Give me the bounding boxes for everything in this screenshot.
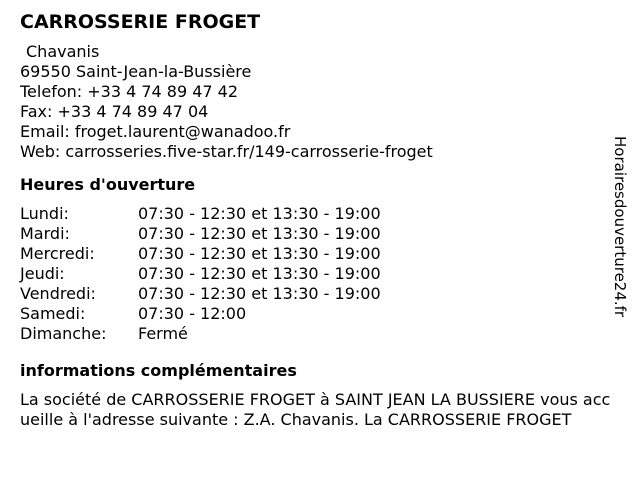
- hours-row-jeudi: [20, 264, 620, 284]
- hours-row-dimanche: [20, 324, 620, 344]
- hours-heading: Heures d'ouverture: [20, 175, 196, 194]
- hours-time: 07:30 - 12:00: [138, 304, 247, 323]
- contact-block: [20, 42, 620, 162]
- hours-day: Vendredi:: [20, 284, 96, 303]
- business-name: CARROSSERIE FROGET: [20, 11, 261, 33]
- email-line: Email: froget.laurent@wanadoo.fr: [20, 122, 291, 141]
- hours-day: Mercredi:: [20, 244, 95, 263]
- hours-row-mercredi: [20, 244, 620, 264]
- hours-row-vendredi: [20, 284, 620, 304]
- hours-row-samedi: [20, 304, 620, 324]
- info-heading: informations complémentaires: [20, 361, 297, 380]
- hours-day: Mardi:: [20, 224, 70, 243]
- fax-line: Fax: +33 4 74 89 47 04: [20, 102, 209, 121]
- hours-row-lundi: [20, 204, 620, 224]
- site-watermark: Horairesdouverture24.fr: [611, 136, 629, 318]
- info-text: La société de CARROSSERIE FROGET à SAINT JEAN LA BUSSIERE vous accueille à l'adresse suivante : Z.A. Chavanis. La CARROSSERIE FROGET: [20, 390, 611, 429]
- hours-time: 07:30 - 12:30 et 13:30 - 19:00: [138, 224, 381, 243]
- hours-time: Fermé: [138, 324, 188, 343]
- business-card: [20, 8, 620, 430]
- hours-table: [20, 204, 620, 344]
- hours-day: Dimanche:: [20, 324, 107, 343]
- hours-time: 07:30 - 12:30 et 13:30 - 19:00: [138, 264, 381, 283]
- hours-day: Lundi:: [20, 204, 69, 223]
- phone-line: Telefon: +33 4 74 89 47 42: [20, 82, 239, 101]
- address-city: 69550 Saint-Jean-la-Bussière: [20, 62, 252, 81]
- web-line: Web: carrosseries.five-star.fr/149-carrosserie-froget: [20, 142, 433, 161]
- hours-day: Samedi:: [20, 304, 86, 323]
- hours-time: 07:30 - 12:30 et 13:30 - 19:00: [138, 284, 381, 303]
- address-street: Chavanis: [26, 42, 100, 61]
- hours-time: 07:30 - 12:30 et 13:30 - 19:00: [138, 244, 381, 263]
- hours-row-mardi: [20, 224, 620, 244]
- hours-day: Jeudi:: [20, 264, 65, 283]
- hours-time: 07:30 - 12:30 et 13:30 - 19:00: [138, 204, 381, 223]
